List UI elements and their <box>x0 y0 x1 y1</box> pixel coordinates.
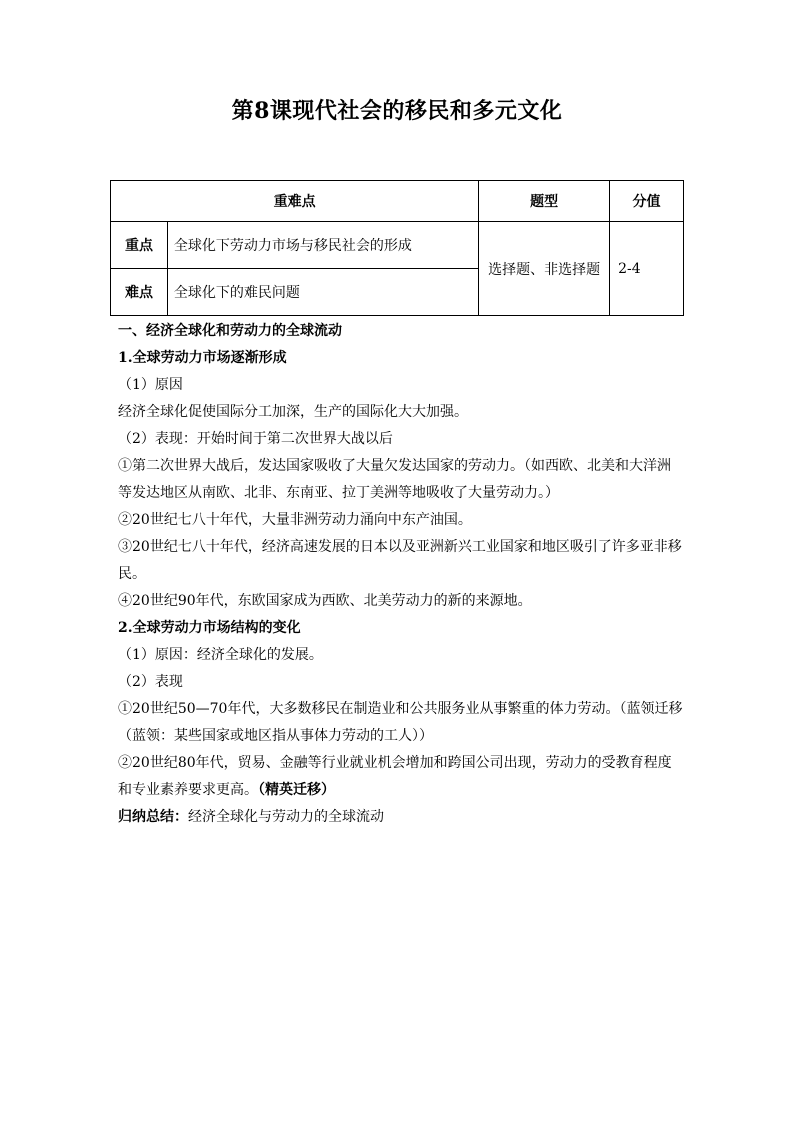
row-label-difficult: 难点 <box>111 269 168 316</box>
subsection-heading-1: 1.全球劳动力市场逐渐形成 <box>118 350 287 366</box>
section-heading: 一、经济全球化和劳动力的全球流动 <box>118 323 342 339</box>
reason-text: （1）原因：经济全球化的发展。 <box>118 647 323 663</box>
row-label-key: 重点 <box>111 222 168 269</box>
list-item: ③20世纪七八十年代，经济高速发展的日本以及亚洲新兴工业国家和地区吸引了许多亚非移民。 <box>118 539 682 582</box>
question-type-cell: 选择题、非选择题 <box>479 222 610 316</box>
list-item: ①20世纪50—70年代，大多数移民在制造业和公共服务业从事繁重的体力劳动。（蓝领迁移（蓝领：某些国家或地区指从事体力劳动的工人）） <box>118 701 683 744</box>
header-key-points: 重难点 <box>111 181 479 222</box>
list-item: ①第二次世界大战后，发达国家吸收了大量欠发达国家的劳动力。（如西欧、北美和大洋洲等发达地区从南欧、北非、东南亚、拉丁美洲等地吸收了大量劳动力。） <box>118 458 671 501</box>
table-row <box>111 222 684 269</box>
list-item: ④20世纪90年代，东欧国家成为西欧、北美劳动力的新的来源地。 <box>118 593 532 609</box>
performance-label: （2）表现：开始时间于第二次世界大战以后 <box>118 431 393 447</box>
reason-text: 经济全球化促使国际分工加深，生产的国际化大大加强。 <box>118 404 468 420</box>
row-content-key: 全球化下劳动力市场与移民社会的形成 <box>167 222 478 269</box>
header-question-type: 题型 <box>479 181 610 222</box>
summary-label: 归纳总结： <box>118 809 188 825</box>
list-item: ②20世纪七八十年代，大量非洲劳动力涌向中东产油国。 <box>118 512 472 528</box>
score-cell: 2-4 <box>610 222 684 316</box>
reason-label: （1）原因 <box>118 377 183 393</box>
header-score: 分值 <box>610 181 684 222</box>
summary-text: 经济全球化与劳动力的全球流动 <box>188 809 384 825</box>
table-header-row <box>111 181 684 222</box>
subsection-heading-2: 2.全球劳动力市场结构的变化 <box>118 620 301 636</box>
performance-label: （2）表现 <box>118 674 183 690</box>
summary-line <box>118 804 684 831</box>
key-points-table <box>110 180 684 316</box>
list-item-text: ②20世纪80年代，贸易、金融等行业就业机会增加和跨国公司出现，劳动力的受教育程度和专业素养要求更高。 <box>118 755 672 798</box>
lesson-content <box>118 318 684 831</box>
elite-migration-note: （精英迁移） <box>258 782 335 798</box>
row-content-difficult: 全球化下的难民问题 <box>167 269 478 316</box>
list-item <box>118 750 684 804</box>
page-title: 第8课现代社会的移民和多元文化 <box>231 98 563 124</box>
